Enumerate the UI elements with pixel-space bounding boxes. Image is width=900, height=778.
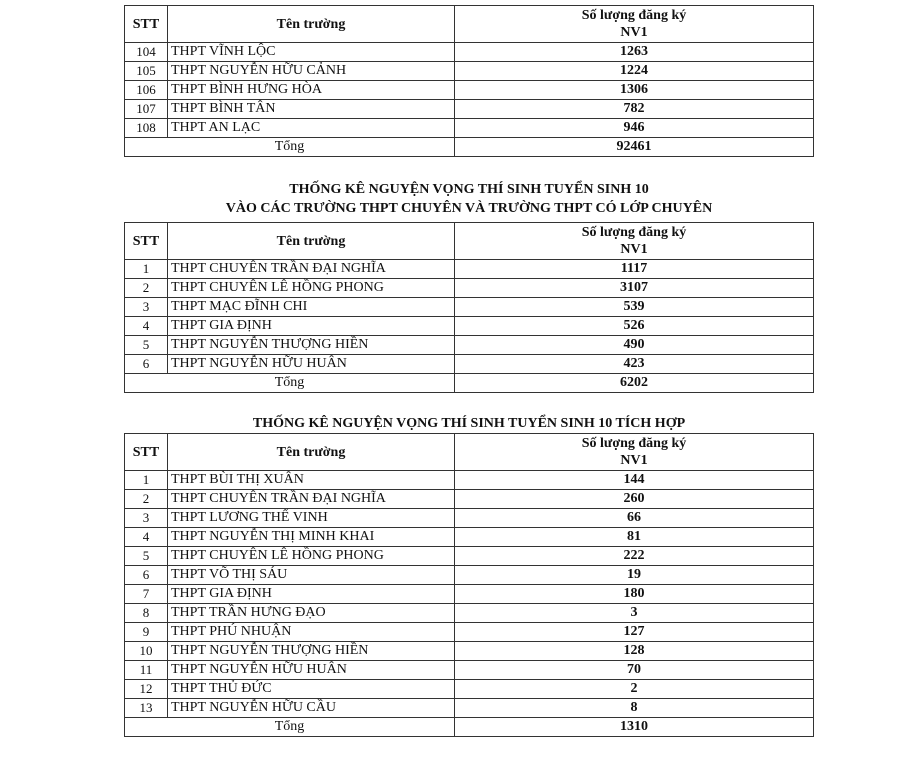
- row-stt: 9: [125, 623, 168, 642]
- row-count: 180: [455, 585, 814, 604]
- row-stt: 11: [125, 661, 168, 680]
- row-stt: 10: [125, 642, 168, 661]
- header-count-line2: NV1: [620, 453, 648, 468]
- table-body: [125, 260, 814, 374]
- table-row: [125, 699, 814, 718]
- row-stt: 5: [125, 336, 168, 355]
- table-row: [125, 623, 814, 642]
- header-registration-count: [455, 434, 814, 471]
- row-count: 423: [455, 355, 814, 374]
- row-stt: 6: [125, 355, 168, 374]
- table-row: [125, 298, 814, 317]
- table-row: [125, 661, 814, 680]
- row-stt: 1: [125, 471, 168, 490]
- row-school-name: THPT GIA ĐỊNH: [168, 317, 455, 336]
- row-stt: 5: [125, 547, 168, 566]
- section-title-integrated: THỐNG KÊ NGUYỆN VỌNG THÍ SINH TUYỂN SINH 10 TÍCH HỢP: [252, 416, 686, 431]
- row-school-name: THPT NGUYỄN HỮU HUÂN: [168, 661, 455, 680]
- row-count: 8: [455, 699, 814, 718]
- header-school-name: Tên trường: [168, 6, 455, 43]
- row-school-name: THPT BÌNH TÂN: [168, 100, 455, 119]
- table-row: [125, 680, 814, 699]
- table-row: [125, 81, 814, 100]
- header-count-line2: NV1: [620, 242, 648, 257]
- table-row: [125, 100, 814, 119]
- row-count: 3107: [455, 279, 814, 298]
- table-row: [125, 471, 814, 490]
- row-stt: 104: [125, 43, 168, 62]
- row-school-name: THPT TRẦN HƯNG ĐẠO: [168, 604, 455, 623]
- table-row: [125, 355, 814, 374]
- table-row: [125, 509, 814, 528]
- row-count: 222: [455, 547, 814, 566]
- row-stt: 3: [125, 509, 168, 528]
- row-stt: 4: [125, 317, 168, 336]
- header-count-line2: NV1: [620, 25, 648, 40]
- table-body: [125, 471, 814, 718]
- table-header-row: [125, 223, 814, 260]
- row-school-name: THPT NGUYỄN THƯỢNG HIỀN: [168, 336, 455, 355]
- row-school-name: THPT BÙI THỊ XUÂN: [168, 471, 455, 490]
- row-stt: 108: [125, 119, 168, 138]
- row-count: 66: [455, 509, 814, 528]
- row-count: 260: [455, 490, 814, 509]
- row-count: 70: [455, 661, 814, 680]
- table-row: [125, 62, 814, 81]
- row-school-name: THPT NGUYỄN HỮU HUÂN: [168, 355, 455, 374]
- row-school-name: THPT VĨNH LỘC: [168, 43, 455, 62]
- table-row: [125, 490, 814, 509]
- row-school-name: THPT CHUYÊN TRẦN ĐẠI NGHĨA: [168, 490, 455, 509]
- header-count-line1: Số lượng đăng ký: [581, 436, 687, 451]
- row-school-name: THPT NGUYỄN HỮU CẦU: [168, 699, 455, 718]
- row-count: 128: [455, 642, 814, 661]
- header-school-name: Tên trường: [168, 223, 455, 260]
- row-school-name: THPT CHUYÊN LÊ HỒNG PHONG: [168, 547, 455, 566]
- row-count: 539: [455, 298, 814, 317]
- row-stt: 7: [125, 585, 168, 604]
- row-school-name: THPT PHÚ NHUẬN: [168, 623, 455, 642]
- registration-table-regular: [124, 5, 814, 157]
- row-stt: 106: [125, 81, 168, 100]
- row-school-name: THPT VÕ THỊ SÁU: [168, 566, 455, 585]
- header-count-line1: Số lượng đăng ký: [581, 8, 687, 23]
- row-count: 2: [455, 680, 814, 699]
- row-count: 144: [455, 471, 814, 490]
- table-row: [125, 547, 814, 566]
- row-count: 526: [455, 317, 814, 336]
- row-count: 1263: [455, 43, 814, 62]
- registration-table-specialized: [124, 222, 814, 393]
- row-stt: 2: [125, 279, 168, 298]
- table-row: [125, 566, 814, 585]
- row-stt: 13: [125, 699, 168, 718]
- table-row: [125, 43, 814, 62]
- table-row: [125, 604, 814, 623]
- row-count: 1306: [455, 81, 814, 100]
- row-school-name: THPT MẠC ĐĨNH CHI: [168, 298, 455, 317]
- row-count: 782: [455, 100, 814, 119]
- row-stt: 12: [125, 680, 168, 699]
- row-stt: 6: [125, 566, 168, 585]
- row-count: 81: [455, 528, 814, 547]
- total-label: Tổng: [125, 374, 455, 393]
- total-label: Tổng: [125, 718, 455, 737]
- row-stt: 8: [125, 604, 168, 623]
- row-school-name: THPT NGUYỄN THỊ MINH KHAI: [168, 528, 455, 547]
- table-row: [125, 585, 814, 604]
- row-stt: 3: [125, 298, 168, 317]
- header-stt: STT: [125, 6, 168, 43]
- total-label: Tổng: [125, 138, 455, 157]
- table-row: [125, 528, 814, 547]
- total-value: 92461: [455, 138, 814, 157]
- row-stt: 1: [125, 260, 168, 279]
- row-school-name: THPT THỦ ĐỨC: [168, 680, 455, 699]
- table-row: [125, 317, 814, 336]
- row-count: 946: [455, 119, 814, 138]
- title-line1: THỐNG KÊ NGUYỆN VỌNG THÍ SINH TUYỂN SINH 10: [289, 182, 649, 197]
- table-row: [125, 260, 814, 279]
- row-school-name: THPT NGUYỄN HỮU CẢNH: [168, 62, 455, 81]
- row-school-name: THPT AN LẠC: [168, 119, 455, 138]
- table-row: [125, 336, 814, 355]
- header-registration-count: [455, 6, 814, 43]
- table-header-row: [125, 434, 814, 471]
- total-row: [125, 718, 814, 737]
- row-school-name: THPT BÌNH HƯNG HÒA: [168, 81, 455, 100]
- header-school-name: Tên trường: [168, 434, 455, 471]
- title-line2: VÀO CÁC TRƯỜNG THPT CHUYÊN VÀ TRƯỜNG THPT CÓ LỚP CHUYÊN: [225, 201, 713, 216]
- table-row: [125, 119, 814, 138]
- header-stt: STT: [125, 223, 168, 260]
- row-school-name: THPT NGUYỄN THƯỢNG HIỀN: [168, 642, 455, 661]
- registration-table-integrated: [124, 433, 814, 737]
- total-value: 6202: [455, 374, 814, 393]
- section-title-specialized: [124, 180, 814, 218]
- total-value: 1310: [455, 718, 814, 737]
- row-school-name: THPT CHUYÊN LÊ HỒNG PHONG: [168, 279, 455, 298]
- row-count: 1224: [455, 62, 814, 81]
- header-count-line1: Số lượng đăng ký: [581, 225, 687, 240]
- table-body: [125, 43, 814, 138]
- header-stt: STT: [125, 434, 168, 471]
- row-school-name: THPT CHUYÊN TRẦN ĐẠI NGHĨA: [168, 260, 455, 279]
- total-row: [125, 374, 814, 393]
- row-stt: 2: [125, 490, 168, 509]
- row-stt: 4: [125, 528, 168, 547]
- row-count: 1117: [455, 260, 814, 279]
- row-count: 127: [455, 623, 814, 642]
- row-stt: 105: [125, 62, 168, 81]
- row-school-name: THPT LƯƠNG THẾ VINH: [168, 509, 455, 528]
- row-stt: 107: [125, 100, 168, 119]
- row-school-name: THPT GIA ĐỊNH: [168, 585, 455, 604]
- row-count: 3: [455, 604, 814, 623]
- table-row: [125, 642, 814, 661]
- total-row: [125, 138, 814, 157]
- table-row: [125, 279, 814, 298]
- row-count: 490: [455, 336, 814, 355]
- header-registration-count: [455, 223, 814, 260]
- row-count: 19: [455, 566, 814, 585]
- table-header-row: [125, 6, 814, 43]
